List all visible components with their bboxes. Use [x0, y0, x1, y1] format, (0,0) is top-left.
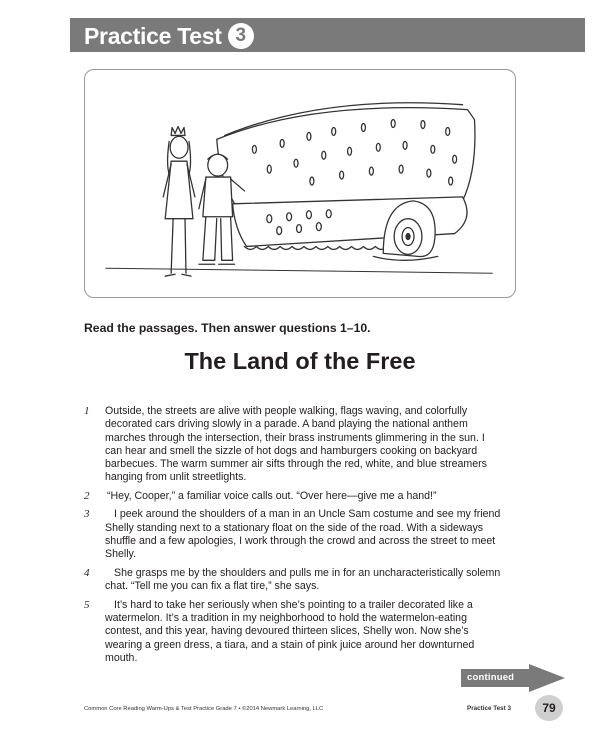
girl-figure	[163, 127, 195, 277]
continued-arrow	[461, 664, 565, 692]
page-number: 79	[535, 695, 563, 721]
watermelon-slice	[217, 108, 475, 204]
paragraph-number: 1	[84, 405, 90, 417]
continued-label: continued	[467, 672, 515, 683]
paragraph-text: I peek around the shoulders of a man in an Uncle Sam costume and see my friend Shelly standing next to a stationary float on the side of the road. With a sideways shuffle and a few apologies, I work through the crowd and across the street to meet Shelly.	[105, 508, 501, 561]
paragraph	[84, 490, 504, 503]
paragraph-number: 3	[84, 508, 90, 521]
paragraph-text: Outside, the streets are alive with people walking, flags waving, and colorfully decorated cars driving slowly in a parade. A band playing the national anthem marches through the intersection, their brass instruments glimmering in the sun. I can hear and smell the sizzle of hot dogs and hamburgers cooking on backyard barbecues. The warm summer air sifts through the red, white, and blue streamers hanging from unlit streetlights.	[105, 405, 487, 484]
paragraph-number: 4	[84, 566, 90, 579]
footer-test-label: Practice Test 3	[467, 705, 511, 712]
passage-body	[84, 405, 504, 670]
paragraph-text: She grasps me by the shoulders and pulls me in for an uncharacteristically solemn chat. “Tell me you can fix a flat tire,” she says.	[105, 566, 501, 593]
header-title: Practice Test	[84, 22, 222, 49]
paragraph	[84, 567, 504, 594]
passage-title: The Land of the Free	[184, 348, 416, 374]
paragraph-text: “Hey, Cooper,” a familiar voice calls out. “Over here—give me a hand!”	[107, 489, 437, 502]
paragraph	[84, 508, 504, 561]
page-header	[84, 19, 254, 53]
paragraph-number: 2	[84, 489, 90, 502]
paragraph-text: It’s hard to take her seriously when she’s pointing to a trailer decorated like a watermelon. It’s a tradition in my neighborhood to hold the watermelon-eating contest, and this year, having devoured thirteen slices, Shelly won. Now she’s wearing a green dress, a tiara, and a stain of pink juice around her downturned mouth.	[105, 598, 475, 664]
paragraph	[84, 599, 504, 665]
paragraph	[84, 405, 504, 485]
test-number-badge: 3	[228, 23, 254, 49]
paragraph-number: 5	[84, 598, 90, 611]
instructions: Read the passages. Then answer questions 1–10.	[84, 321, 371, 335]
watermelon-float-illustration	[84, 69, 516, 298]
footer-copyright: Common Core Reading Warm-Ups & Test Practice Grade 7 • ©2014 Newmark Learning, LLC	[84, 706, 324, 712]
